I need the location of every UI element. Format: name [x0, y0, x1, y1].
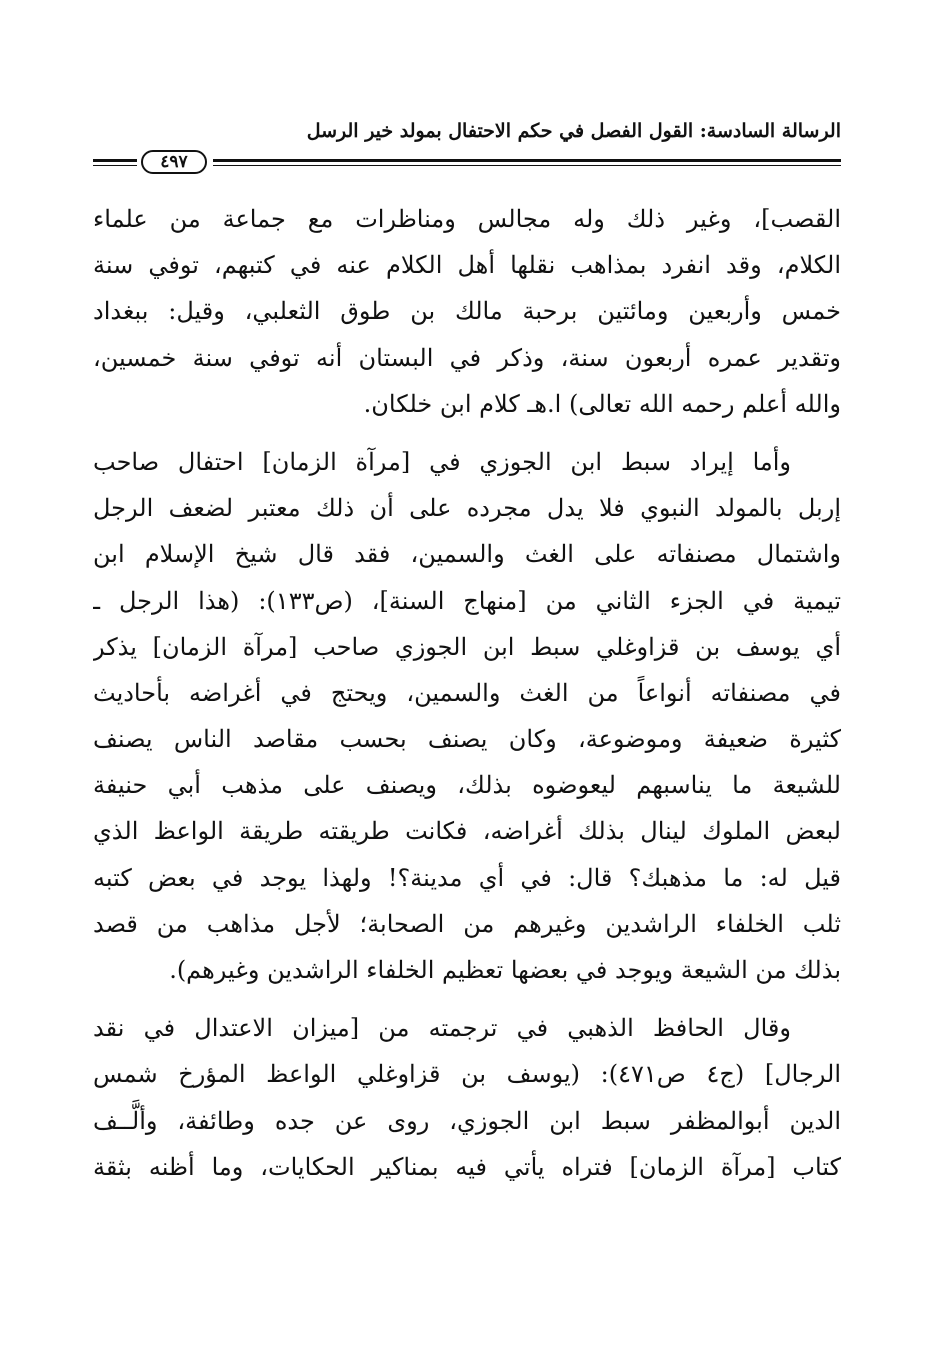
text-line: الكلام، وقد انفرد بمذاهب نقلها أهل الكلام عنه في كتبهم، توفي سنة [93, 251, 841, 280]
text-line: أي يوسف بن قزاوغلي سبط ابن الجوزي صاحب [مرآة الزمان] يذكر [93, 632, 841, 661]
header-rule-thick-right [213, 159, 841, 162]
text-line: كثيرة ضعيفة وموضوعة، وكان يصنف بحسب مقاصد الناس يصنف [93, 725, 841, 754]
text-line: خمس وأربعين ومائتين برحبة مالك بن طوق الثعلبي، وقيل: ببغداد [93, 297, 841, 326]
header-rule-thick-left [93, 159, 137, 162]
text-line: الدين أبوالمظفر سبط ابن الجوزي، روى عن جده وطائفة، وألَّــف [93, 1106, 841, 1135]
text-line: الرجال] (ج٤ ص٤٧١): (يوسف بن قزاوغلي الواعظ المؤرخ شمس [93, 1060, 841, 1089]
running-title: الرسالة السادسة: القول الفصل في حكم الاحتفال بمولد خير الرسل [306, 120, 841, 142]
text-line: ثلب الخلفاء الراشدين وغيرهم من الصحابة؛ لأجل مذاهب من قصد [93, 909, 841, 938]
paragraph-gap [93, 993, 841, 1005]
text-line: واشتمال مصنفاته على الغث والسمين، فقد قال شيخ الإسلام ابن [93, 540, 841, 569]
text-line: كتاب [مرآة الزمان] فتراه يأتي فيه بمناكير الحكايات، وما أظنه بثقة [93, 1152, 841, 1181]
paragraph-gap [93, 427, 841, 439]
text-line: تيمية في الجزء الثاني من [منهاج السنة]، (ص١٣٣): (هذا الرجل ـ [93, 586, 841, 615]
page-number: ٤٩٧ [141, 150, 207, 174]
text-line: لبعض الملوك لينال بذلك أغراضه، فكانت طريقته طريقة الواعظ الذي [93, 817, 841, 846]
header-rule-thin-right [213, 165, 841, 166]
header-rule-thin-left [93, 165, 137, 166]
text-line: إربل بالمولد النبوي فلا يدل مجرده على أن ذلك معتبر لضعف الرجل [93, 494, 841, 523]
text-line: والله أعلم رحمه الله تعالى) ا.هـ كلام ابن خلكان. [363, 389, 841, 418]
text-line: للشيعة ما يناسبهم ليعوضوه بذلك، ويصنف على مذهب أبي حنيفة [93, 771, 841, 800]
text-line: قيل له: ما مذهبك؟ قال: في أي مدينة؟! ولهذا يوجد في بعض كتبه [93, 863, 841, 892]
text-line: وتقدير عمره أربعون سنة، وذكر في البستان أنه توفي سنة خمسين، [93, 343, 841, 372]
text-line: في مصنفاته أنواعاً من الغث والسمين، ويحتج في أغراضه بأحاديث [93, 678, 841, 707]
text-line: وقال الحافظ الذهبي في ترجمته من [ميزان الاعتدال في نقد [93, 1014, 791, 1043]
text-line: القصب]، وغير ذلك وله مجالس ومناظرات مع جماعة من علماء [93, 205, 841, 233]
text-line: بذلك من الشيعة ويوجد في بعضها تعظيم الخلفاء الراشدين وغيرهم). [169, 956, 841, 984]
text-line: وأما إيراد سبط ابن الجوزي في [مرآة الزمان] احتفال صاحب [93, 447, 791, 476]
header-rule [93, 150, 841, 176]
body-text [93, 196, 841, 1190]
